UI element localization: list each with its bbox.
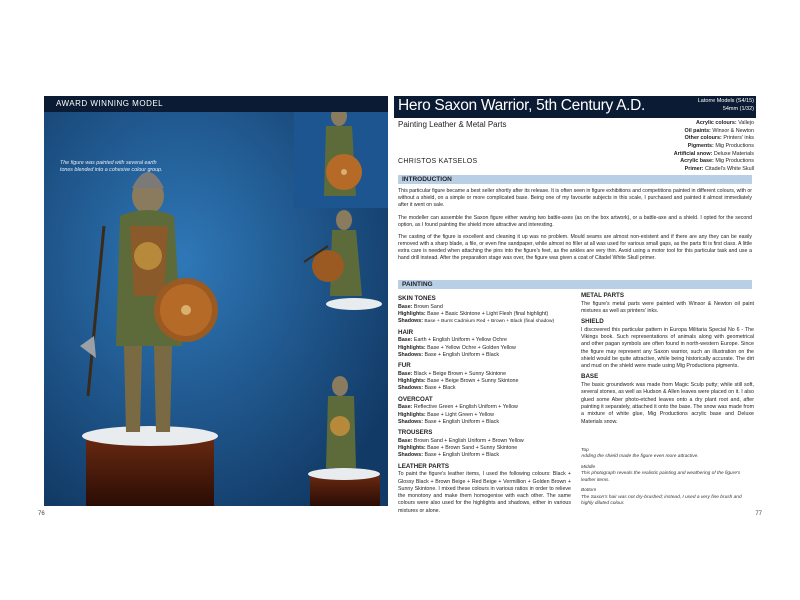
material-item: Pigments: Mig Productions	[687, 143, 754, 150]
hair-heading: HAIR	[398, 328, 414, 336]
left-page	[38, 96, 388, 526]
intro-paragraph: The modeller can assemble the Saxon figure either waving two battle-axes (as on the box artwork), or a battle-axe and a shield. I opted for the second option, as I found painting the shield more attractive and interesting.	[398, 214, 752, 228]
material-item: Acrylic colours: Vallejo	[695, 120, 754, 126]
award-label: AWARD WINNING MODEL	[56, 99, 164, 108]
page-number-left: 76	[38, 511, 45, 517]
page-number-right: 77	[755, 511, 762, 517]
left-caption: The figure was painted with several earth tones blended into a cohesive colour group.	[60, 160, 163, 174]
fur-heading: FUR	[398, 362, 411, 370]
maker-line-1: Latorre Models (S4/15)	[697, 98, 754, 104]
caption-middle: Middle This photograph reveals the realistic painting and weathering of the figure's leather items.	[581, 464, 741, 483]
magazine-spread	[38, 96, 762, 526]
metal-text: The figure's metal parts were painted with Winsor & Newton oil paint mixtures as well as printers' inks.	[581, 300, 754, 314]
introduction-heading: INTRODUCTION	[398, 175, 752, 184]
leather-heading: LEATHER PARTS	[398, 462, 449, 470]
shield-heading: SHIELD	[581, 318, 604, 326]
material-item: Primer: Citadel's White Skull	[684, 166, 754, 173]
skin-heading: SKIN TONES	[398, 295, 436, 302]
title-bar	[394, 96, 756, 118]
intro-paragraph: This particular figure became a best seller shortly after its release. It is often seen in figure exhibitions and competitions painted in different colours, with or without a shield, on a simple or more complicated base. Being one of my favourite subjects in this scale, I purchased and painted it almost immediately after it went on sale.	[398, 188, 752, 209]
caption-top: Top Adding the shield made the figure even more attractive.	[581, 448, 699, 460]
introduction-text	[398, 188, 752, 268]
base-heading: BASE	[581, 373, 599, 381]
painting-column-left: SKIN TONES Base: Brown Sand Highlights: Base + Basic Skintone + Light Flesh (final highlight) Shadows: Base + Burnt Cadmium Red + Brown + Black (final shadow) HAIR Base: Earth + English Uniform + Yellow Ochre Highlights: Base + Yellow Ochre + Golden Yellow Shadows: Base + English Uniform + Black FUR Base: Black + Beige Brown + Sunny Skintone Highlights: Base + Beige Brown + Sunny Skintone Shadows: Base + Black OVERCOAT Base: Reflective Green + English Uniform + Yellow Highlights: Base + Light Green + Yellow Shadows: Base + English Uniform + Black TROUSERS Base: Brown Sand + English Uniform + Brown Yellow Highlights: Base + Brown Sand + Sunny Skintone Shadows: Base + English Uniform + Black LEATHER PARTS To paint the figure's leather items, I used the following colours: Black + Glossy Black + Brown Beige + Red Beige + Vermillion + Golden Brown + Sunny Skintone. I mixed these colours in various ratios in order to relieve the monotony and make them homogenise with each other. The same colours were also used for the highlights and shadows, either in various mixtures or alone.	[398, 295, 571, 514]
author-name: CHRISTOS KATSELOS	[398, 158, 478, 165]
base-text: The basic groundwork was made from Magic Sculp putty; while still soft, several stones, as well as Hudson & Allen leaves were placed on it. I also glued some Aber photo-etched leaves onto a dry plant root and, after painting it separately, attached it onto the base. The snow was made from a mixture of white glue, Mig Productions acrylic base and Deluxe Materials snow.	[581, 382, 754, 425]
material-item: Other colours: Printers' inks	[684, 135, 754, 142]
photo-captions	[581, 448, 754, 512]
leather-text: To paint the figure's leather items, I used the following colours: Black + Glossy Black + Brown Beige + Red Beige + Vermillion + Golden Brown + Sunny Skintone. I mixed these colours in various ratios in order to relieve the monotony and make them homogenise with each other. The same colours were also used for the highlights and shadows, either in various mixtures or alone.	[398, 471, 571, 514]
caption-bottom: Bottom The Saxon's hair was not dry-brushed; instead, I used a very fine brush and highly diluted colour.	[581, 488, 742, 507]
trousers-heading: TROUSERS	[398, 429, 433, 437]
materials-list	[584, 120, 754, 174]
maker-info	[698, 98, 754, 113]
overcoat-heading: OVERCOAT	[398, 395, 433, 403]
award-bar	[44, 96, 388, 112]
painting-column-right	[581, 292, 754, 426]
material-item: Acrylic base: Mig Productions	[680, 158, 754, 165]
intro-paragraph: The casting of the figure is excellent and cleaning it up was no problem. Mould seams are almost non-existent and if there are any they can be easily removed with a sharp blade, a file, or even fine sandpaper, while almost no filler at all was used for various small gaps, as the parts fit is first class. A little extra care is needed when attaching the pins into the figure's feet, as the ankles are very thin. Avoid using a motor tool for this particular task and use a hand drill instead. After the preparation stage was over, the figure was given a coat of Citadel White Skull primer.	[398, 233, 752, 262]
right-page	[394, 96, 762, 526]
maker-line-2: 54mm (1/32)	[722, 105, 754, 112]
metal-heading: METAL PARTS	[581, 292, 624, 299]
article-subtitle: Painting Leather & Metal Parts	[398, 120, 507, 129]
article-title: Hero Saxon Warrior, 5th Century A.D.	[398, 97, 646, 114]
painting-heading: PAINTING	[398, 280, 752, 289]
shield-text: I discovered this particular pattern in Europa Militaria Special No 6 - The Vikings book. Such representations of animals along with geometrical and other pagan symbols are often found in north-western Europe. Since the figure may represent any Saxon warrior, such an illustration on the shield would be quite attractive, while being historically accurate. The dirt and mud on the shield were made using Mig Productions pigments.	[581, 326, 754, 370]
material-item: Artificial snow: Deluxe Materials	[673, 150, 754, 157]
material-item: Oil paints: Winsor & Newton	[684, 127, 754, 134]
main-photo	[44, 96, 388, 506]
saxon-figure-photo	[44, 96, 388, 506]
